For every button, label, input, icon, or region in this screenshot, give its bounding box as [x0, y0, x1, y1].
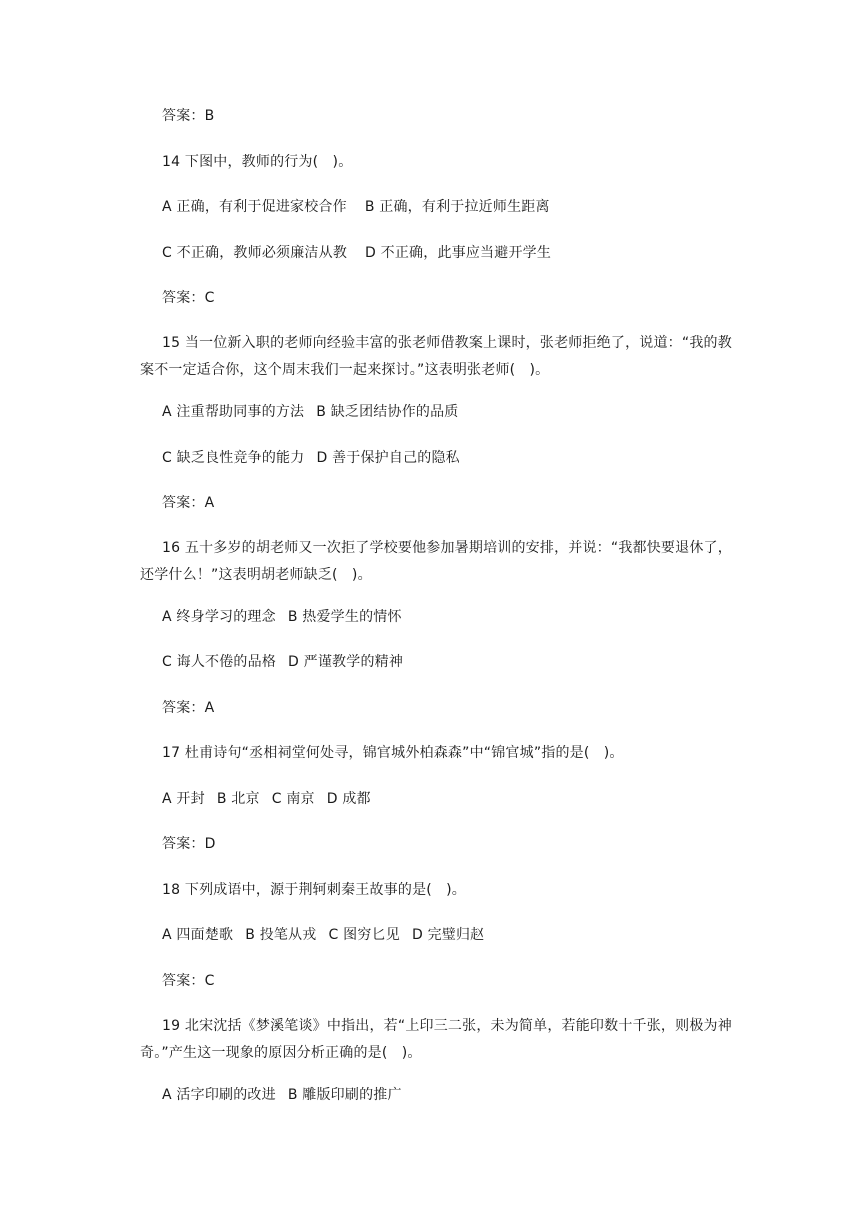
option-16-d: D 严谨教学的精神 [288, 654, 404, 670]
question-16: 16 五十多岁的胡老师又一次拒了学校要他参加暑期培训的安排，并说：“我都快要退休了，还学什么！”这表明胡老师缺乏( )。 [140, 540, 732, 583]
option-18-b: B 投笔从戎 [245, 927, 317, 943]
option-17-b: B 北京 [216, 791, 260, 807]
answer-13: 答案：B [162, 108, 215, 124]
option-16-a: A 终身学习的理念 [162, 609, 276, 625]
option-18-a: A 四面楚歌 [162, 927, 234, 943]
question-19: 19 北宋沈括《梦溪笔谈》中指出，若“上印三二张，未为简单，若能印数十千张，则极为神奇。”产生这一现象的原因分析正确的是( )。 [140, 1018, 732, 1061]
question-19-options [162, 1085, 402, 1105]
question-17-options [162, 789, 371, 809]
option-19-b: B 雕版印刷的推广 [287, 1087, 402, 1103]
option-15-a: A 注重帮助同事的方法 [162, 404, 305, 420]
answer-15: 答案：A [162, 495, 215, 511]
option-14-a: A 正确，有利于促进家校合作 [162, 199, 347, 215]
option-14-b: B 正确，有利于拉近师生距离 [364, 199, 550, 215]
option-14-d: D 不正确，此事应当避开学生 [365, 245, 552, 261]
option-18-d: D 完璧归赵 [411, 927, 485, 943]
answer-14: 答案：C [162, 290, 215, 306]
option-15-b: B 缺乏团结协作的品质 [316, 404, 459, 420]
option-19-a: A 活字印刷的改进 [162, 1087, 276, 1103]
question-15-options-cd [162, 448, 460, 468]
question-17: 17 杜甫诗句“丞相祠堂何处寻，锦官城外柏森森”中“锦官城”指的是( )。 [162, 745, 624, 761]
question-14-options-cd [162, 243, 551, 263]
answer-17: 答案：D [162, 836, 216, 852]
option-17-c: C 南京 [271, 791, 315, 807]
option-15-d: D 善于保护自己的隐私 [316, 450, 460, 466]
option-15-c: C 缺乏良性竞争的能力 [162, 450, 305, 466]
option-17-d: D 成都 [326, 791, 371, 807]
option-14-c: C 不正确，教师必须廉洁从教 [162, 245, 348, 261]
question-16-options-cd [162, 652, 403, 672]
question-14-options-ab [162, 197, 550, 217]
question-18-options [162, 925, 484, 945]
question-15-options-ab [162, 402, 459, 422]
answer-18: 答案：C [162, 973, 215, 989]
question-15: 15 当一位新入职的老师向经验丰富的张老师借教案上课时，张老师拒绝了，说道：“我的教案不一定适合你，这个周末我们一起来探讨。”这表明张老师( )。 [140, 335, 732, 378]
question-18: 18 下列成语中，源于荆轲刺秦王故事的是( )。 [162, 882, 466, 898]
option-16-c: C 诲人不倦的品格 [162, 654, 277, 670]
question-16-options-ab [162, 607, 402, 627]
option-18-c: C 图穷匕见 [328, 927, 400, 943]
answer-16: 答案：A [162, 700, 215, 716]
option-17-a: A 开封 [162, 791, 205, 807]
question-14: 14 下图中，教师的行为( )。 [162, 154, 353, 170]
option-16-b: B 热爱学生的情怀 [287, 609, 402, 625]
